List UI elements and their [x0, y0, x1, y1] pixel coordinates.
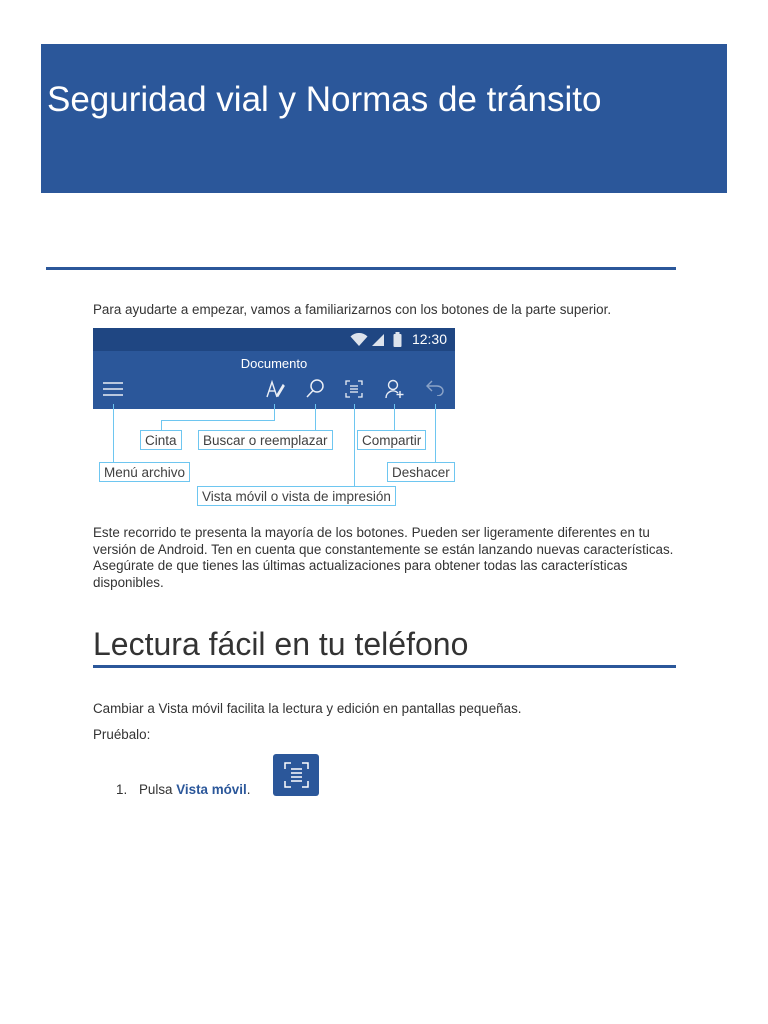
list-number: 1.	[116, 782, 128, 797]
callout-cinta: Cinta	[140, 430, 182, 450]
status-time: 12:30	[411, 331, 447, 347]
undo-icon[interactable]	[426, 380, 444, 396]
callout-deshacer: Deshacer	[387, 462, 455, 482]
battery-icon	[393, 332, 402, 347]
search-icon[interactable]	[305, 378, 325, 399]
callout-vista-movil: Vista móvil o vista de impresión	[197, 486, 396, 506]
wifi-icon	[350, 333, 368, 347]
mobile-view-paragraph: Cambiar a Vista móvil facilita la lectura y edición en pantallas pequeñas.	[93, 701, 522, 716]
list-item	[116, 782, 250, 797]
step-suffix: .	[246, 782, 251, 797]
step-prefix: Pulsa	[139, 782, 177, 797]
intro-paragraph: Para ayudarte a empezar, vamos a familiarizarnos con los botones de la parte superior.	[93, 302, 612, 317]
title-banner	[41, 44, 727, 193]
share-person-icon[interactable]	[385, 379, 405, 399]
menu-icon[interactable]	[103, 381, 123, 397]
section-divider	[93, 665, 676, 668]
vista-movil-link[interactable]: Vista móvil	[176, 782, 247, 797]
try-it-label: Pruébalo:	[93, 727, 151, 742]
callout-compartir: Compartir	[357, 430, 426, 450]
app-toolbar	[93, 351, 455, 409]
status-bar	[93, 328, 455, 351]
signal-icon	[371, 333, 385, 347]
tour-paragraph: Este recorrido te presenta la mayoría de los botones. Pueden ser ligeramente diferentes en tu versión de Android. Ten en cuenta que constantemente se están lanzando nuevas características. Asegúrate de que tienes las últimas actualizaciones para obtener todas las características disponibles.	[93, 525, 674, 591]
pen-icon[interactable]	[265, 379, 285, 399]
mobile-view-button[interactable]	[273, 754, 319, 796]
callout-buscar-reemplazar: Buscar o reemplazar	[198, 430, 333, 450]
mobile-view-icon[interactable]	[345, 380, 363, 398]
phone-toolbar-screenshot	[93, 328, 455, 409]
callout-menu-archivo: Menú archivo	[99, 462, 190, 482]
section-heading: Lectura fácil en tu teléfono	[93, 626, 469, 662]
mobile-view-icon	[284, 762, 309, 788]
title-divider	[46, 267, 676, 270]
document-title: Seguridad vial y Normas de tránsito	[47, 80, 602, 119]
phone-document-title: Documento	[240, 356, 308, 371]
